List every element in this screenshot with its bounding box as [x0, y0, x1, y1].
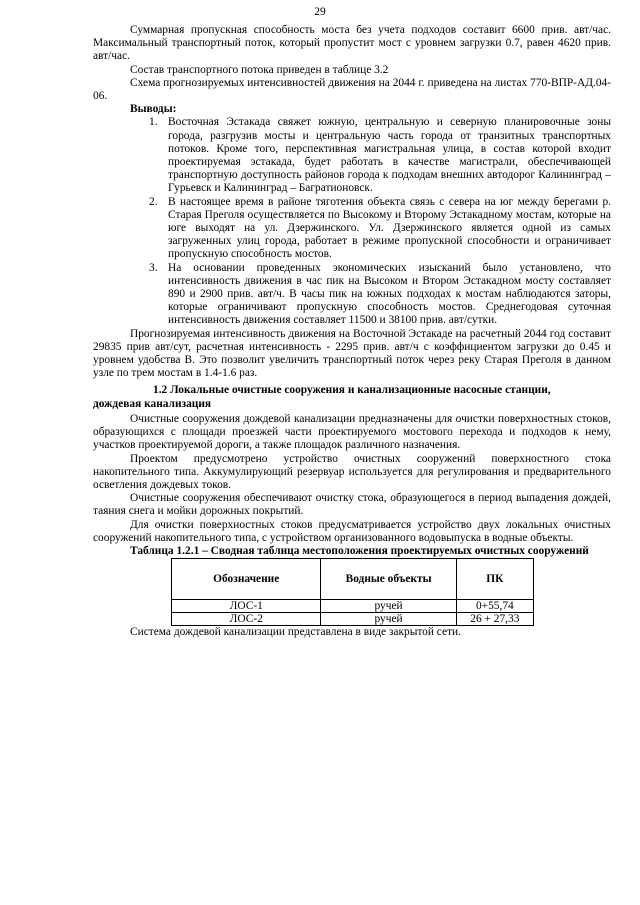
list-item-text: В настоящее время в районе тяготения объекта связь с севера на юг между берегами р. Старая Преголя осуществляется по Высокому и Второму Эстакадному мостам, которые на юге выходят на ул. Дзержинского. Ул. Дзержинского является одной из самых загруженных улиц города, работает в режиме пропускной способности и ограничивает пропускную способность мостов. [168, 195, 611, 261]
paragraph-bridge-capacity: Суммарная пропускная способность моста без учета подходов составит 6600 прив. авт/час. Максимальный транспортный поток, который пропустит мост с уровнем загрузки 0.7, равен 4620 прив. авт/час. [93, 24, 611, 63]
column-header-designation: Обозначение [172, 559, 321, 600]
list-item-text: Восточная Эстакада свяжет южную, центральную и северную планировочные зоны города, разгрузив мосты и центральную часть города от транзитных транспортных потоков. Кроме того, перспективная магистральная улица, в состав которой входит проектируемая эстакада, будет работать в качестве магистрали, обеспечивающей транспортную доступность районов города к подходам внешних автодорог Калининград – Гурьевск и Калининград – Багратионовск. [168, 116, 611, 195]
column-header-pk: ПК [456, 559, 533, 600]
table-row [172, 600, 534, 613]
conclusions-title: Выводы: [130, 103, 177, 116]
table-cell: ручей [321, 613, 456, 626]
paragraph-traffic-composition: Состав транспортного потока приведен в таблице 3.2 [130, 63, 389, 76]
paragraph-section-4: Для очистки поверхностных стоков предусматривается устройство двух локальных очистных сооружений накопительного типа, с устройством организованного водовыпуска в водные объекты. [93, 518, 611, 544]
section-heading-line2: дождевая канализация [93, 397, 212, 410]
page-content [93, 24, 611, 639]
paragraph-traffic-scheme: Схема прогнозируемых интенсивностей движения на 2044 г. приведена на листах 770-ВПР-АД.04-06. [93, 76, 611, 103]
section-heading [93, 384, 611, 410]
conclusions-list [93, 116, 611, 327]
treatment-facilities-table [171, 558, 534, 626]
paragraph-section-2: Проектом предусмотрено устройство очистных сооружений поверхностного стока накопительного типа. Аккумулирующий резервуар используется для регулирования и предварительного осветления дождевых токов. [93, 452, 611, 491]
table-cell: ЛОС-2 [172, 613, 321, 626]
paragraph-closing: Система дождевой канализации представлена в виде закрытой сети. [130, 626, 461, 639]
list-item [93, 196, 611, 262]
list-item-number: 1. [149, 116, 158, 129]
table-header-row [172, 559, 534, 600]
section-heading-line1: 1.2 Локальные очистные сооружения и канализационные насосные станции, [153, 384, 551, 397]
list-item [93, 262, 611, 328]
paragraph-section-1: Очистные сооружения дождевой канализации предназначены для очистки поверхностных стоков, образующихся с площади проезжей части проектируемого мостового перехода и подходов к нему, участков проектируемой дороги, а также площадок различного назначения. [93, 412, 611, 452]
page-number: 29 [314, 6, 326, 18]
table-row [172, 613, 534, 626]
paragraph-section-3: Очистные сооружения обеспечивают очистку стока, образующегося в период выпадения дождей, таяния снега и мойки дорожных покрытий. [93, 492, 611, 518]
table-cell: ЛОС-1 [172, 600, 321, 613]
list-item-text: На основании проведенных экономических изысканий было установлено, что интенсивность движения в час пик на Высоком и Втором Эстакадном мосту составляет 890 и 2900 прив. авт/ч. В часы пик на южных подходах к мостам наблюдаются заторы, которые ограничивают пропускную способность мостов. Среднегодовая суточная интенсивность движения составляет 11500 и 38100 прив. авт/сутки. [168, 261, 611, 327]
column-header-water-bodies: Водные объекты [321, 559, 456, 600]
list-item [93, 116, 611, 195]
table-cell: ручей [321, 600, 456, 613]
table-caption: Таблица 1.2.1 – Сводная таблица местоположения проектируемых очистных сооружений [130, 544, 589, 557]
list-item-number: 2. [149, 195, 158, 208]
table-cell: 0+55,74 [456, 600, 533, 613]
table-cell: 26 + 27,33 [456, 613, 533, 626]
paragraph-forecast: Прогнозируемая интенсивность движения на Восточной Эстакаде на расчетный 2044 год составит 29835 прив авт/сут, расчетная интенсивность - 2295 прив. авт/ч с коэффициентом загрузки до 0.45 и уровнем удобства В. Это позволит увеличить транспортный поток через реку Старая Преголя в данном узле по трем мостам в 1.4-1.6 раз. [93, 327, 611, 380]
list-item-number: 3. [149, 261, 158, 274]
